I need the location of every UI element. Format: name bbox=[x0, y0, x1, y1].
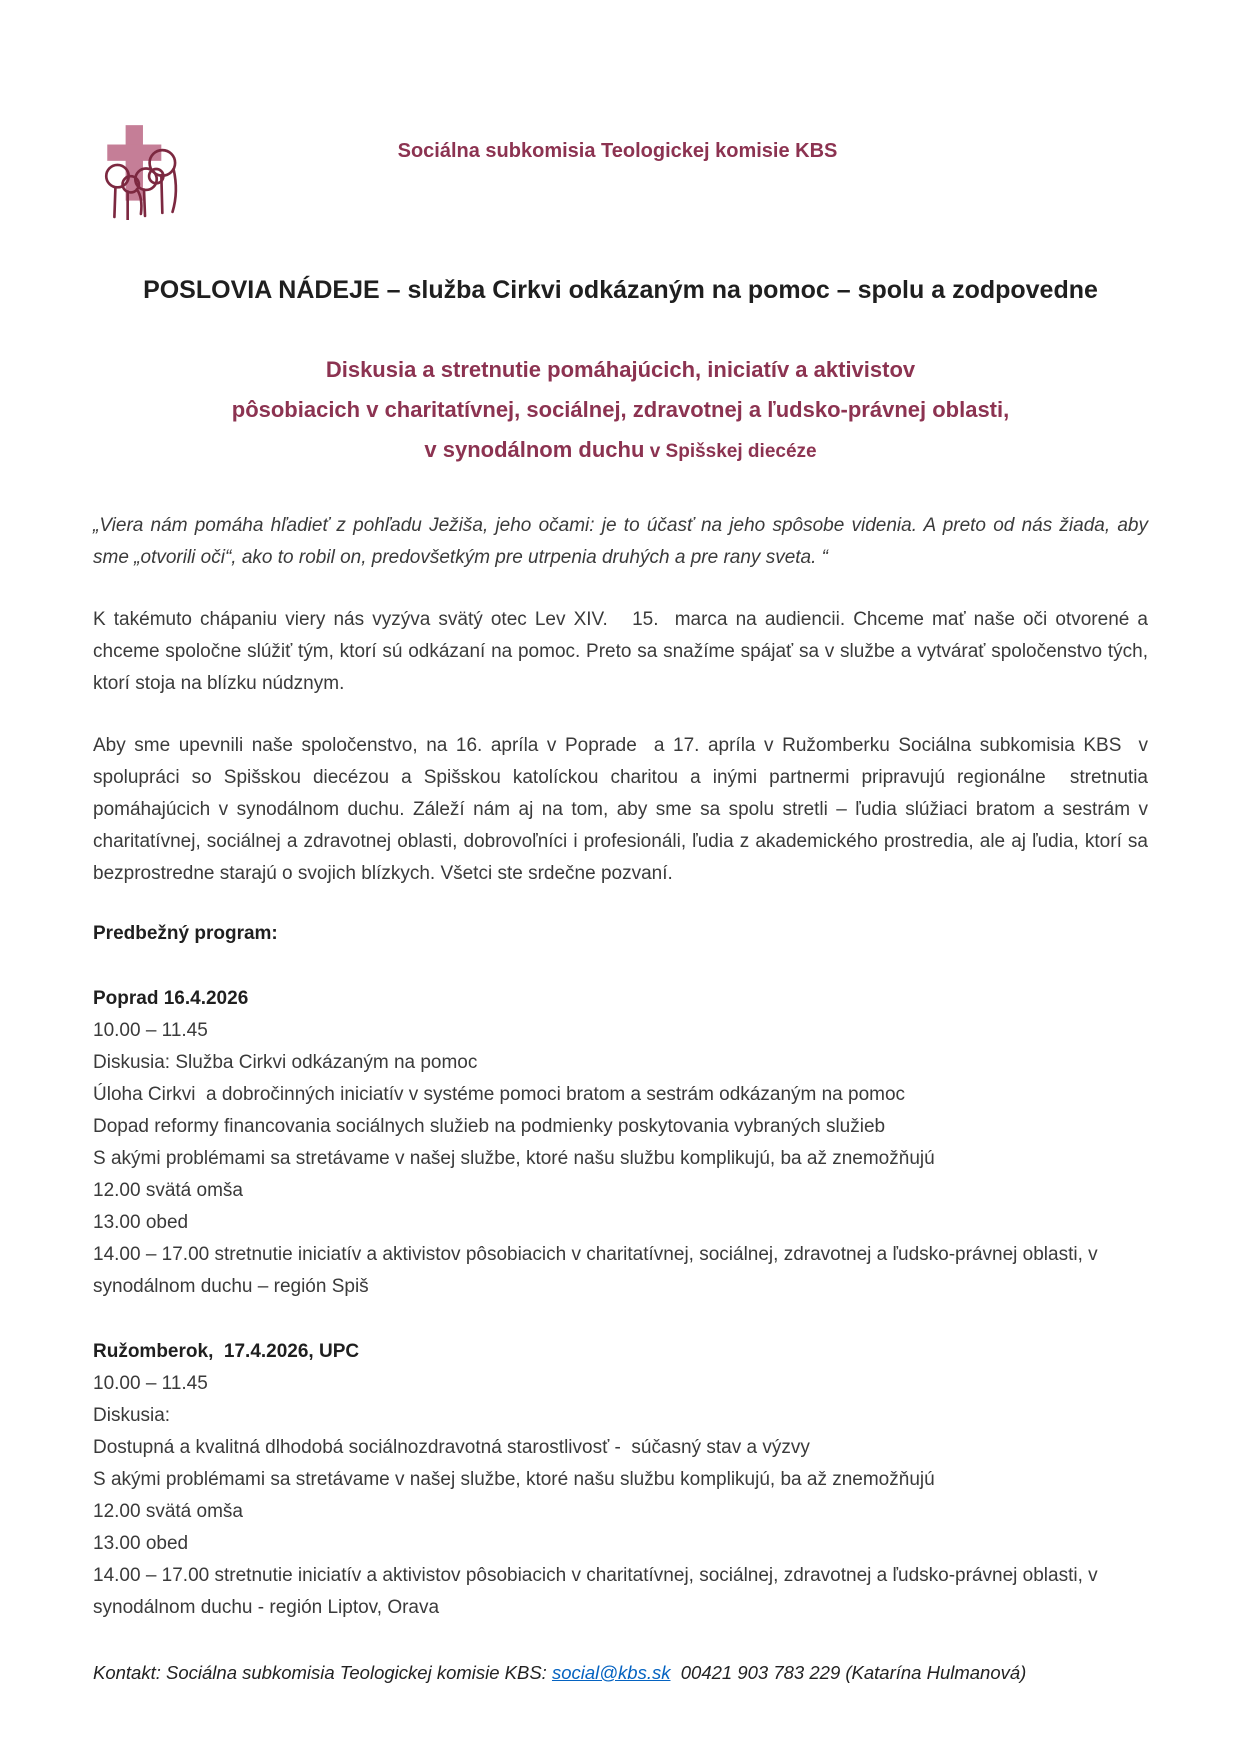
program-line: Úloha Cirkvi a dobročinných iniciatív v systéme pomoci bratom a sestrám odkázaným na pomoc bbox=[93, 1084, 906, 1105]
subtitle-line-1: Diskusia a stretnutie pomáhajúcich, iniciatív a aktivistov bbox=[325, 357, 916, 382]
program-line: S akými problémami sa stretávame v našej službe, ktoré našu službu komplikujú, ba až znemožňujú bbox=[93, 1148, 935, 1169]
kbs-social-subcommittee-logo bbox=[93, 118, 197, 220]
org-name: Sociálna subkomisia Teologickej komisie KBS bbox=[397, 140, 838, 162]
program-line: Dopad reformy financovania sociálnych služieb na podmienky poskytovania vybraných služieb bbox=[93, 1116, 886, 1137]
opening-quote: „Viera nám pomáha hľadieť z pohľadu Ježiša, jeho očami: je to účasť na jeho spôsobe videnia. A preto od nás žiada, aby sme „otvorili oči“, ako to robil on, predovšetkým pre utrpenia druhých a pre rany sveta. “ bbox=[93, 515, 1154, 568]
program-heading: Predbežný program: bbox=[93, 923, 278, 944]
document-subtitle bbox=[93, 350, 1148, 472]
event-poprad bbox=[93, 983, 1148, 1303]
program-line: 12.00 svätá omša bbox=[93, 1501, 243, 1522]
subtitle-line-2: pôsobiacich v charitatívnej, sociálnej, zdravotnej a ľudsko-právnej oblasti, bbox=[231, 397, 1010, 422]
contact-footer bbox=[93, 1658, 1148, 1688]
program-line: 14.00 – 17.00 stretnutie iniciatív a aktivistov pôsobiacich v charitatívnej, sociálnej, zdravotnej a ľudsko-právnej oblasti, v synodálnom duchu - región Liptov, Orava bbox=[93, 1565, 1103, 1618]
document-header bbox=[93, 118, 1148, 220]
paragraph-1: K takémuto chápaniu viery nás vyzýva svätý otec Lev XIV. 15. marca na audiencii. Chceme mať naše oči otvorené a chceme spoločne slúžiť tým, ktorí sú odkázaní na pomoc. Preto sa snažíme spájať sa v službe a vytvárať spoločenstvo tých, ktorí stoja na blízku núdznym. bbox=[93, 609, 1154, 694]
program-line: 10.00 – 11.45 bbox=[93, 1373, 208, 1394]
program-line: 13.00 obed bbox=[93, 1212, 189, 1233]
program-line: 10.00 – 11.45 bbox=[93, 1020, 208, 1041]
contact-prefix: Kontakt: Sociálna subkomisia Teologickej komisie KBS: bbox=[93, 1662, 552, 1683]
program-line: Dostupná a kvalitná dlhodobá sociálnozdravotná starostlivosť - súčasný stav a výzvy bbox=[93, 1437, 810, 1458]
contact-suffix: 00421 903 783 229 (Katarína Hulmanová) bbox=[670, 1662, 1027, 1683]
subtitle-line-3 bbox=[93, 430, 1148, 472]
program-line: 13.00 obed bbox=[93, 1533, 189, 1554]
event-title-ruzomberok: Ružomberok, 17.4.2026, UPC bbox=[93, 1341, 360, 1362]
program-line: S akými problémami sa stretávame v našej službe, ktoré našu službu komplikujú, ba až znemožňujú bbox=[93, 1469, 935, 1490]
program-line: 12.00 svätá omša bbox=[93, 1180, 243, 1201]
subtitle-line-3-small: v Spišskej diecéze bbox=[644, 441, 817, 462]
paragraph-2: Aby sme upevnili naše spoločenstvo, na 16. apríla v Poprade a 17. apríla v Ružomberku Sociálna subkomisia KBS v spolupráci so Spišskou diecézou a Spišskou katolíckou charitou a inými partnermi pripravujú regionálne stretnutia pomáhajúcich v synodálnom duchu. Záleží nám aj na tom, aby sme sa spolu stretli – ľudia slúžiaci bratom a sestrám v charitatívnej, sociálnej a zdravotnej oblasti, dobrovoľníci i profesionáli, ľudia z akademického prostredia, ale aj ľudia, ktorí sa bezprostredne starajú o svojich blízkych. Všetci ste srdečne pozvaní. bbox=[93, 735, 1154, 884]
event-ruzomberok bbox=[93, 1336, 1148, 1624]
event-title-poprad: Poprad 16.4.2026 bbox=[93, 988, 249, 1009]
program-line: 14.00 – 17.00 stretnutie iniciatív a aktivistov pôsobiacich v charitatívnej, sociálnej, zdravotnej a ľudsko-právnej oblasti, v synodálnom duchu – región Spiš bbox=[93, 1244, 1103, 1297]
program-line: Diskusia: bbox=[93, 1405, 171, 1426]
document-title: POSLOVIA NÁDEJE – služba Cirkvi odkázaným na pomoc – spolu a zodpovedne bbox=[143, 276, 1098, 304]
subtitle-line-3-large: v synodálnom duchu bbox=[424, 437, 645, 462]
cross-and-people-icon bbox=[93, 118, 197, 220]
email-link[interactable]: social@kbs.sk bbox=[551, 1662, 671, 1683]
program-line: Diskusia: Služba Cirkvi odkázaným na pomoc bbox=[93, 1052, 478, 1073]
